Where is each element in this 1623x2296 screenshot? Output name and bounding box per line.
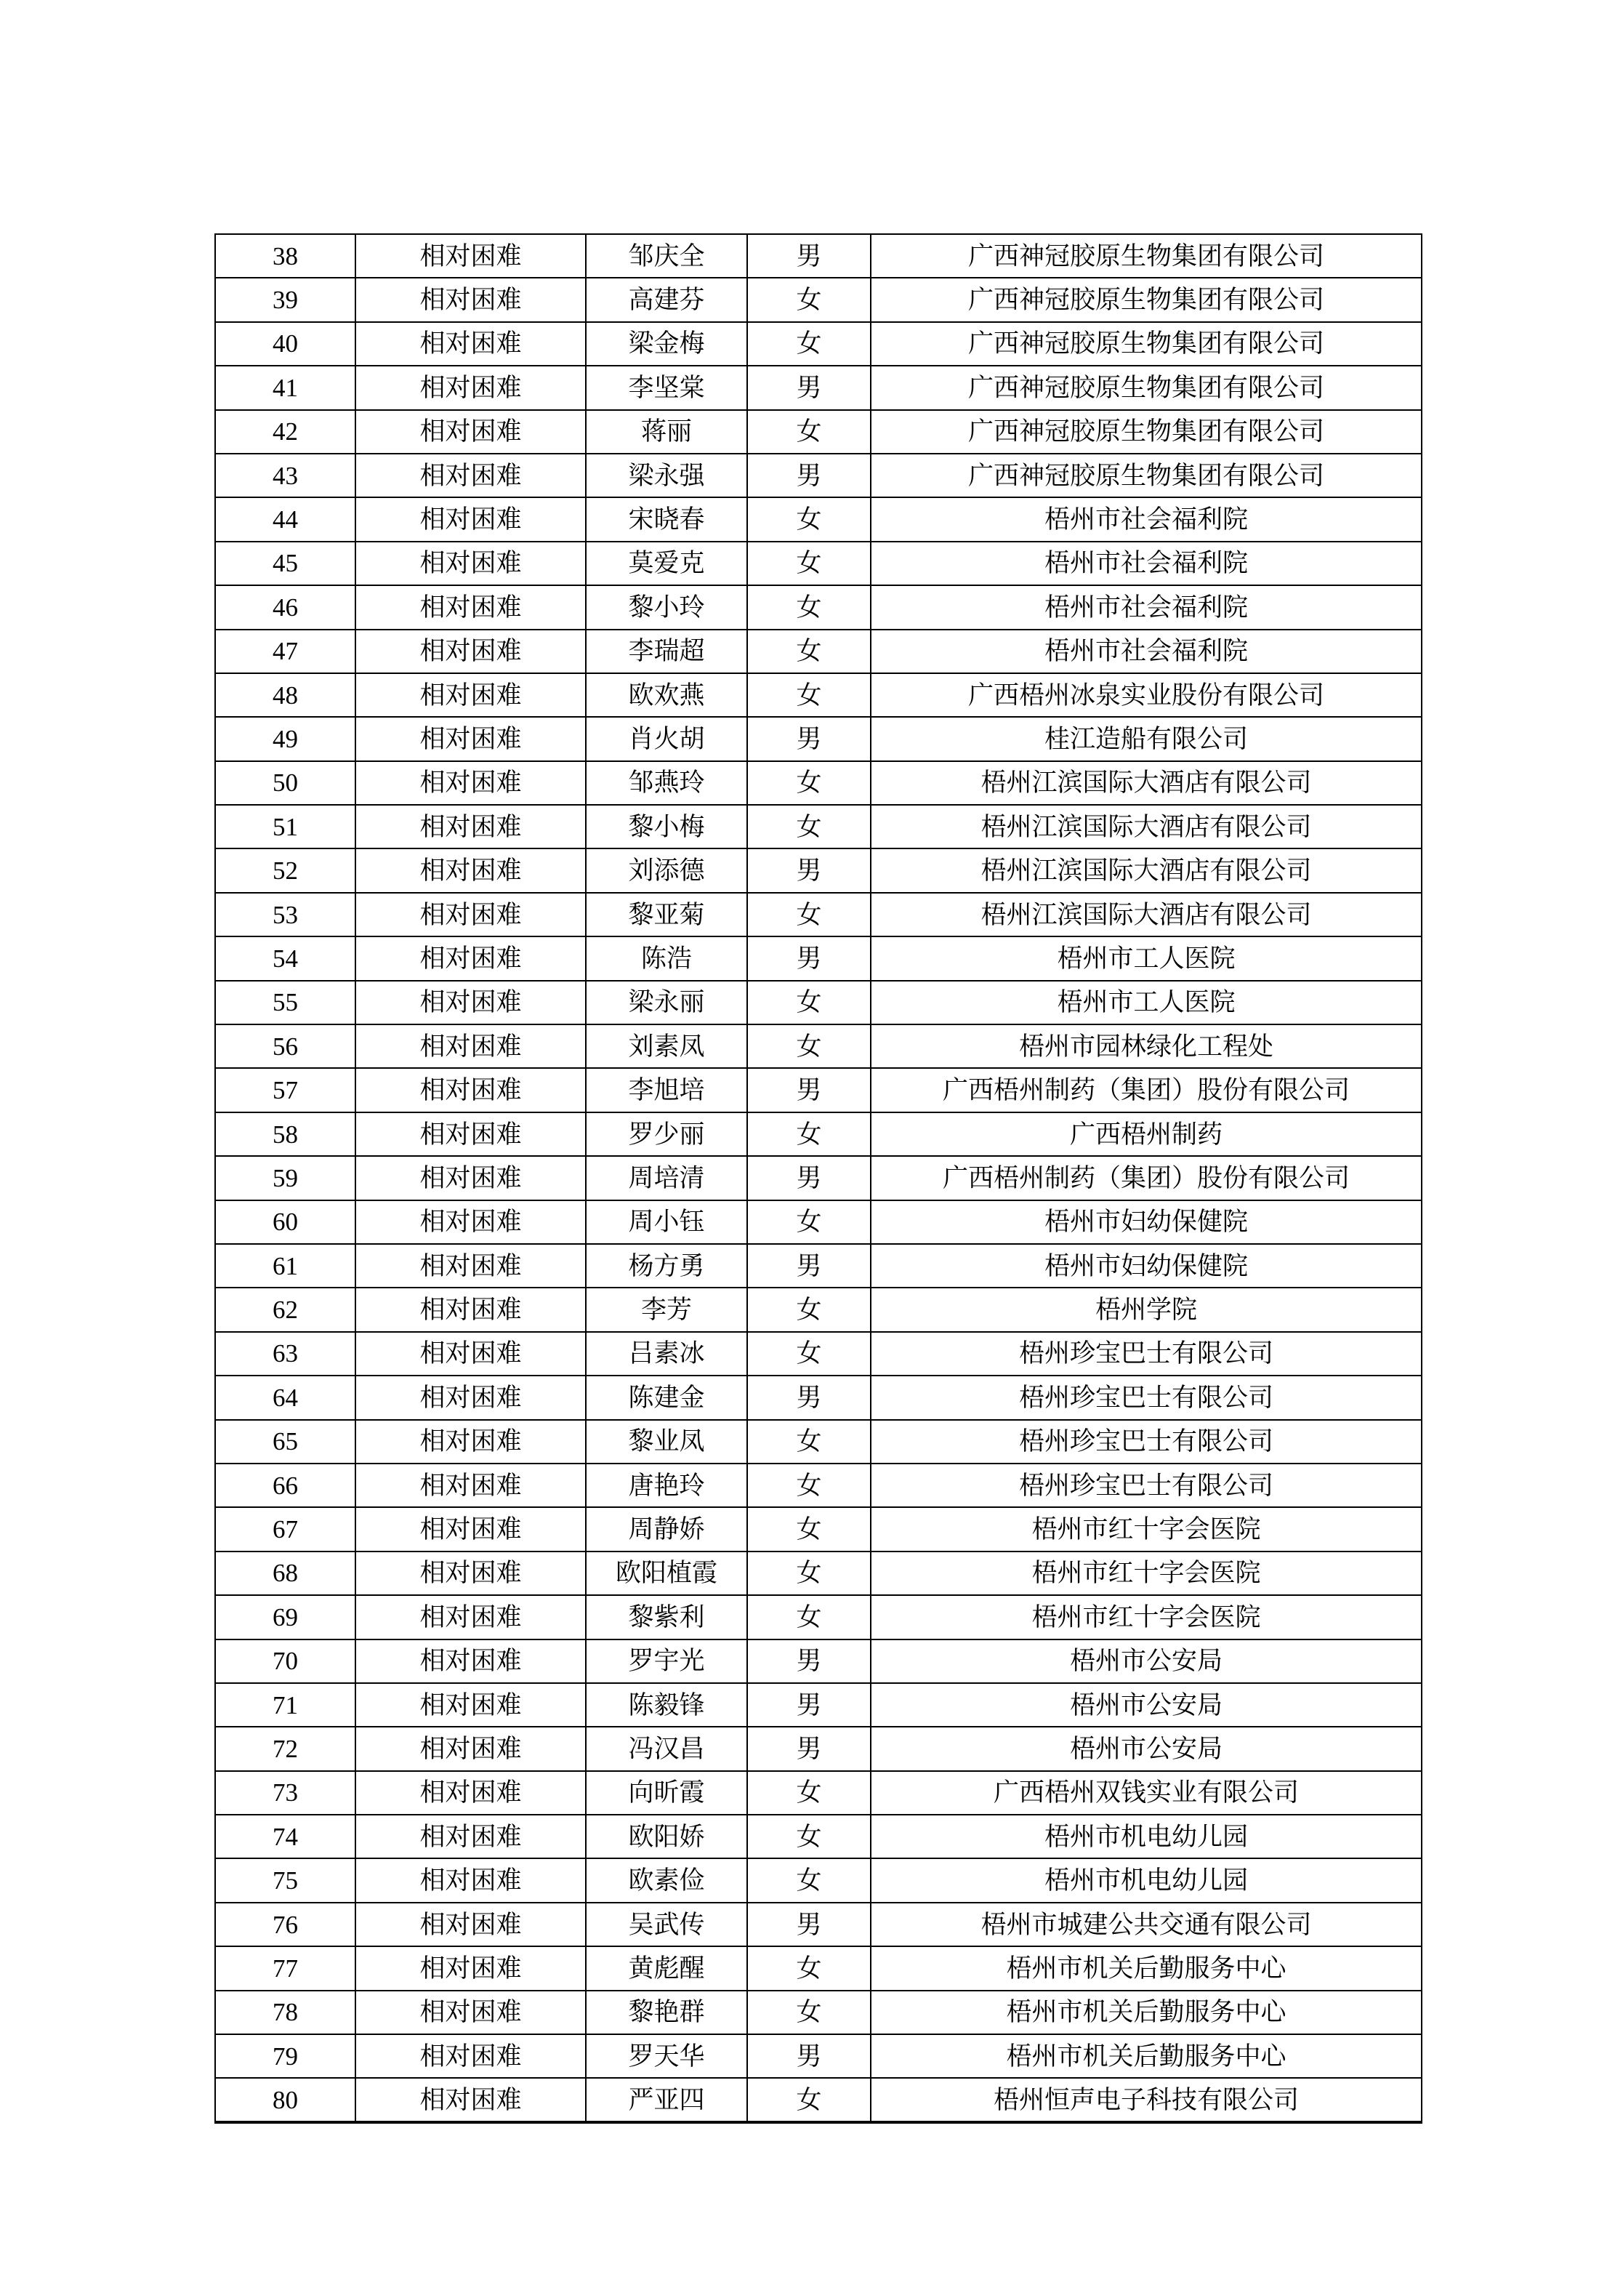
difficulty-level-cell: 相对困难 — [355, 1112, 586, 1156]
gender-cell: 女 — [747, 278, 871, 321]
gender-cell: 男 — [747, 1068, 871, 1112]
row-number-cell: 38 — [215, 234, 355, 278]
row-number-cell: 62 — [215, 1288, 355, 1331]
organization-cell: 梧州珍宝巴士有限公司 — [871, 1420, 1422, 1464]
row-number-cell: 42 — [215, 410, 355, 454]
difficulty-level-cell: 相对困难 — [355, 1068, 586, 1112]
gender-cell: 女 — [747, 1420, 871, 1464]
organization-cell: 广西神冠胶原生物集团有限公司 — [871, 366, 1422, 409]
table-row — [215, 1024, 1422, 1068]
table-row — [215, 936, 1422, 980]
gender-cell: 男 — [747, 1683, 871, 1727]
difficulty-level-cell: 相对困难 — [355, 1903, 586, 1946]
name-cell: 蒋丽 — [586, 410, 747, 454]
organization-cell: 梧州市红十字会医院 — [871, 1552, 1422, 1595]
name-cell: 向昕霞 — [586, 1771, 747, 1815]
table-row — [215, 2078, 1422, 2122]
difficulty-level-cell: 相对困难 — [355, 542, 586, 585]
table-row — [215, 234, 1422, 278]
name-cell: 周静娇 — [586, 1507, 747, 1551]
table-row — [215, 1639, 1422, 1683]
organization-cell: 梧州市妇幼保健院 — [871, 1200, 1422, 1244]
table-row — [215, 1858, 1422, 1902]
organization-cell: 梧州市妇幼保健院 — [871, 1244, 1422, 1288]
organization-cell: 梧州市公安局 — [871, 1727, 1422, 1770]
organization-cell: 桂江造船有限公司 — [871, 717, 1422, 760]
difficulty-level-cell: 相对困难 — [355, 1024, 586, 1068]
table-row — [215, 410, 1422, 454]
name-cell: 黎紫利 — [586, 1595, 747, 1639]
gender-cell: 男 — [747, 234, 871, 278]
name-cell: 欧素俭 — [586, 1858, 747, 1902]
gender-cell: 女 — [747, 1552, 871, 1595]
gender-cell: 女 — [747, 1507, 871, 1551]
organization-cell: 梧州市公安局 — [871, 1639, 1422, 1683]
row-number-cell: 49 — [215, 717, 355, 760]
table-row — [215, 1420, 1422, 1464]
name-cell: 严亚四 — [586, 2078, 747, 2122]
table-row — [215, 454, 1422, 497]
row-number-cell: 52 — [215, 848, 355, 892]
gender-cell: 女 — [747, 981, 871, 1024]
organization-cell: 梧州市工人医院 — [871, 936, 1422, 980]
difficulty-level-cell: 相对困难 — [355, 893, 586, 936]
name-cell: 罗少丽 — [586, 1112, 747, 1156]
row-number-cell: 78 — [215, 1991, 355, 2034]
difficulty-level-cell: 相对困难 — [355, 410, 586, 454]
table-row — [215, 1200, 1422, 1244]
row-number-cell: 67 — [215, 1507, 355, 1551]
difficulty-level-cell: 相对困难 — [355, 322, 586, 366]
table-row — [215, 1595, 1422, 1639]
difficulty-level-cell: 相对困难 — [355, 630, 586, 673]
gender-cell: 女 — [747, 673, 871, 717]
row-number-cell: 63 — [215, 1332, 355, 1376]
table-row — [215, 1464, 1422, 1507]
difficulty-level-cell: 相对困难 — [355, 1946, 586, 1990]
organization-cell: 梧州恒声电子科技有限公司 — [871, 2078, 1422, 2122]
table-row — [215, 2034, 1422, 2078]
row-number-cell: 65 — [215, 1420, 355, 1464]
gender-cell: 女 — [747, 805, 871, 848]
name-cell: 梁永强 — [586, 454, 747, 497]
gender-cell: 男 — [747, 2034, 871, 2078]
row-number-cell: 58 — [215, 1112, 355, 1156]
difficulty-level-cell: 相对困难 — [355, 1595, 586, 1639]
gender-cell: 男 — [747, 1376, 871, 1419]
table-row — [215, 673, 1422, 717]
organization-cell: 梧州市社会福利院 — [871, 585, 1422, 629]
table-row — [215, 805, 1422, 848]
row-number-cell: 43 — [215, 454, 355, 497]
table-row — [215, 366, 1422, 409]
organization-cell: 梧州市机关后勤服务中心 — [871, 1946, 1422, 1990]
row-number-cell: 46 — [215, 585, 355, 629]
name-cell: 吴武传 — [586, 1903, 747, 1946]
name-cell: 刘添德 — [586, 848, 747, 892]
row-number-cell: 66 — [215, 1464, 355, 1507]
organization-cell: 广西梧州制药 — [871, 1112, 1422, 1156]
difficulty-level-cell: 相对困难 — [355, 497, 586, 541]
organization-cell: 梧州市城建公共交通有限公司 — [871, 1903, 1422, 1946]
organization-cell: 梧州市红十字会医院 — [871, 1507, 1422, 1551]
row-number-cell: 61 — [215, 1244, 355, 1288]
gender-cell: 男 — [747, 936, 871, 980]
row-number-cell: 75 — [215, 1858, 355, 1902]
difficulty-level-cell: 相对困难 — [355, 1771, 586, 1815]
table-row — [215, 278, 1422, 321]
table-row — [215, 542, 1422, 585]
row-number-cell: 59 — [215, 1156, 355, 1200]
row-number-cell: 54 — [215, 936, 355, 980]
organization-cell: 梧州江滨国际大酒店有限公司 — [871, 893, 1422, 936]
row-number-cell: 41 — [215, 366, 355, 409]
row-number-cell: 51 — [215, 805, 355, 848]
organization-cell: 广西神冠胶原生物集团有限公司 — [871, 278, 1422, 321]
difficulty-level-cell: 相对困难 — [355, 585, 586, 629]
name-cell: 罗天华 — [586, 2034, 747, 2078]
gender-cell: 男 — [747, 1727, 871, 1770]
name-cell: 高建芬 — [586, 278, 747, 321]
difficulty-level-cell: 相对困难 — [355, 981, 586, 1024]
row-number-cell: 53 — [215, 893, 355, 936]
table-row — [215, 761, 1422, 805]
difficulty-level-cell: 相对困难 — [355, 1639, 586, 1683]
gender-cell: 女 — [747, 1332, 871, 1376]
row-number-cell: 70 — [215, 1639, 355, 1683]
name-cell: 黎亚菊 — [586, 893, 747, 936]
organization-cell: 梧州江滨国际大酒店有限公司 — [871, 848, 1422, 892]
table-row — [215, 1946, 1422, 1990]
table-row — [215, 585, 1422, 629]
name-cell: 肖火胡 — [586, 717, 747, 760]
name-cell: 莫爱克 — [586, 542, 747, 585]
difficulty-level-cell: 相对困难 — [355, 1420, 586, 1464]
table-row — [215, 1332, 1422, 1376]
gender-cell: 女 — [747, 410, 871, 454]
difficulty-level-cell: 相对困难 — [355, 717, 586, 760]
organization-cell: 梧州市机电幼儿园 — [871, 1858, 1422, 1902]
name-cell: 梁金梅 — [586, 322, 747, 366]
gender-cell: 女 — [747, 1858, 871, 1902]
table-row — [215, 893, 1422, 936]
difficulty-level-cell: 相对困难 — [355, 1683, 586, 1727]
organization-cell: 梧州学院 — [871, 1288, 1422, 1331]
name-cell: 罗宇光 — [586, 1639, 747, 1683]
table-row — [215, 497, 1422, 541]
name-cell: 李旭培 — [586, 1068, 747, 1112]
name-cell: 黎小梅 — [586, 805, 747, 848]
name-cell: 冯汉昌 — [586, 1727, 747, 1770]
table-row — [215, 981, 1422, 1024]
organization-cell: 广西梧州制药（集团）股份有限公司 — [871, 1068, 1422, 1112]
difficulty-level-cell: 相对困难 — [355, 454, 586, 497]
name-cell: 吕素冰 — [586, 1332, 747, 1376]
table-row — [215, 1112, 1422, 1156]
organization-cell: 广西神冠胶原生物集团有限公司 — [871, 322, 1422, 366]
gender-cell: 男 — [747, 717, 871, 760]
name-cell: 欧欢燕 — [586, 673, 747, 717]
gender-cell: 女 — [747, 1771, 871, 1815]
name-cell: 黎小玲 — [586, 585, 747, 629]
name-cell: 宋晓春 — [586, 497, 747, 541]
difficulty-level-cell: 相对困难 — [355, 1727, 586, 1770]
gender-cell: 女 — [747, 1464, 871, 1507]
organization-cell: 梧州市红十字会医院 — [871, 1595, 1422, 1639]
row-number-cell: 72 — [215, 1727, 355, 1770]
difficulty-level-cell: 相对困难 — [355, 278, 586, 321]
gender-cell: 女 — [747, 585, 871, 629]
difficulty-level-cell: 相对困难 — [355, 673, 586, 717]
name-cell: 刘素凤 — [586, 1024, 747, 1068]
table-row — [215, 1068, 1422, 1112]
organization-cell: 梧州市社会福利院 — [871, 542, 1422, 585]
gender-cell: 女 — [747, 322, 871, 366]
row-number-cell: 55 — [215, 981, 355, 1024]
difficulty-level-cell: 相对困难 — [355, 1552, 586, 1595]
name-cell: 陈毅锋 — [586, 1683, 747, 1727]
name-cell: 杨方勇 — [586, 1244, 747, 1288]
organization-cell: 广西梧州冰泉实业股份有限公司 — [871, 673, 1422, 717]
gender-cell: 男 — [747, 366, 871, 409]
row-number-cell: 48 — [215, 673, 355, 717]
name-cell: 黎艳群 — [586, 1991, 747, 2034]
table-row — [215, 1815, 1422, 1858]
row-number-cell: 76 — [215, 1903, 355, 1946]
row-number-cell: 69 — [215, 1595, 355, 1639]
row-number-cell: 71 — [215, 1683, 355, 1727]
table-row — [215, 1156, 1422, 1200]
organization-cell: 梧州珍宝巴士有限公司 — [871, 1376, 1422, 1419]
row-number-cell: 74 — [215, 1815, 355, 1858]
name-cell: 李芳 — [586, 1288, 747, 1331]
gender-cell: 女 — [747, 2078, 871, 2122]
table-row — [215, 1991, 1422, 2034]
row-number-cell: 44 — [215, 497, 355, 541]
row-number-cell: 80 — [215, 2078, 355, 2122]
row-number-cell: 45 — [215, 542, 355, 585]
table-row — [215, 717, 1422, 760]
name-cell: 黄彪醒 — [586, 1946, 747, 1990]
table-row — [215, 322, 1422, 366]
name-cell: 李瑞超 — [586, 630, 747, 673]
table-row — [215, 1552, 1422, 1595]
organization-cell: 梧州江滨国际大酒店有限公司 — [871, 805, 1422, 848]
name-cell: 梁永丽 — [586, 981, 747, 1024]
organization-cell: 梧州市社会福利院 — [871, 497, 1422, 541]
gender-cell: 女 — [747, 893, 871, 936]
row-number-cell: 64 — [215, 1376, 355, 1419]
gender-cell: 女 — [747, 1595, 871, 1639]
table-row — [215, 1683, 1422, 1727]
difficulty-level-cell: 相对困难 — [355, 805, 586, 848]
gender-cell: 男 — [747, 454, 871, 497]
name-cell: 黎业凤 — [586, 1420, 747, 1464]
difficulty-level-cell: 相对困难 — [355, 1288, 586, 1331]
organization-cell: 梧州珍宝巴士有限公司 — [871, 1332, 1422, 1376]
name-cell: 陈建金 — [586, 1376, 747, 1419]
gender-cell: 女 — [747, 1991, 871, 2034]
table-row — [215, 1376, 1422, 1419]
row-number-cell: 57 — [215, 1068, 355, 1112]
name-cell: 陈浩 — [586, 936, 747, 980]
row-number-cell: 56 — [215, 1024, 355, 1068]
organization-cell: 梧州市机电幼儿园 — [871, 1815, 1422, 1858]
organization-cell: 梧州江滨国际大酒店有限公司 — [871, 761, 1422, 805]
roster-table — [214, 233, 1422, 2124]
organization-cell: 梧州市公安局 — [871, 1683, 1422, 1727]
gender-cell: 女 — [747, 1815, 871, 1858]
table-row — [215, 848, 1422, 892]
gender-cell: 男 — [747, 1903, 871, 1946]
name-cell: 欧阳娇 — [586, 1815, 747, 1858]
difficulty-level-cell: 相对困难 — [355, 1200, 586, 1244]
row-number-cell: 79 — [215, 2034, 355, 2078]
difficulty-level-cell: 相对困难 — [355, 848, 586, 892]
gender-cell: 男 — [747, 1156, 871, 1200]
table-row — [215, 1771, 1422, 1815]
gender-cell: 女 — [747, 1024, 871, 1068]
difficulty-level-cell: 相对困难 — [355, 1464, 586, 1507]
organization-cell: 梧州市园林绿化工程处 — [871, 1024, 1422, 1068]
difficulty-level-cell: 相对困难 — [355, 366, 586, 409]
gender-cell: 女 — [747, 1288, 871, 1331]
difficulty-level-cell: 相对困难 — [355, 1991, 586, 2034]
organization-cell: 梧州珍宝巴士有限公司 — [871, 1464, 1422, 1507]
difficulty-level-cell: 相对困难 — [355, 2078, 586, 2122]
gender-cell: 女 — [747, 630, 871, 673]
row-number-cell: 68 — [215, 1552, 355, 1595]
difficulty-level-cell: 相对困难 — [355, 1507, 586, 1551]
row-number-cell: 73 — [215, 1771, 355, 1815]
table-row — [215, 630, 1422, 673]
difficulty-level-cell: 相对困难 — [355, 2034, 586, 2078]
organization-cell: 梧州市工人医院 — [871, 981, 1422, 1024]
table-row — [215, 1903, 1422, 1946]
organization-cell: 梧州市社会福利院 — [871, 630, 1422, 673]
organization-cell: 广西神冠胶原生物集团有限公司 — [871, 410, 1422, 454]
gender-cell: 女 — [747, 1112, 871, 1156]
table-row — [215, 1727, 1422, 1770]
name-cell: 周小钰 — [586, 1200, 747, 1244]
organization-cell: 广西梧州双钱实业有限公司 — [871, 1771, 1422, 1815]
gender-cell: 男 — [747, 1639, 871, 1683]
row-number-cell: 60 — [215, 1200, 355, 1244]
gender-cell: 男 — [747, 1244, 871, 1288]
table-row — [215, 1288, 1422, 1331]
gender-cell: 女 — [747, 761, 871, 805]
gender-cell: 男 — [747, 848, 871, 892]
row-number-cell: 39 — [215, 278, 355, 321]
table-row — [215, 1507, 1422, 1551]
table-row — [215, 1244, 1422, 1288]
difficulty-level-cell: 相对困难 — [355, 1244, 586, 1288]
gender-cell: 女 — [747, 1946, 871, 1990]
name-cell: 欧阳植霞 — [586, 1552, 747, 1595]
name-cell: 唐艳玲 — [586, 1464, 747, 1507]
organization-cell: 梧州市机关后勤服务中心 — [871, 1991, 1422, 2034]
difficulty-level-cell: 相对困难 — [355, 1858, 586, 1902]
gender-cell: 女 — [747, 542, 871, 585]
difficulty-level-cell: 相对困难 — [355, 234, 586, 278]
row-number-cell: 77 — [215, 1946, 355, 1990]
name-cell: 李坚棠 — [586, 366, 747, 409]
name-cell: 邹燕玲 — [586, 761, 747, 805]
organization-cell: 梧州市机关后勤服务中心 — [871, 2034, 1422, 2078]
name-cell: 邹庆全 — [586, 234, 747, 278]
row-number-cell: 40 — [215, 322, 355, 366]
gender-cell: 女 — [747, 1200, 871, 1244]
row-number-cell: 47 — [215, 630, 355, 673]
difficulty-level-cell: 相对困难 — [355, 936, 586, 980]
name-cell: 周培清 — [586, 1156, 747, 1200]
organization-cell: 广西神冠胶原生物集团有限公司 — [871, 454, 1422, 497]
row-number-cell: 50 — [215, 761, 355, 805]
gender-cell: 女 — [747, 497, 871, 541]
difficulty-level-cell: 相对困难 — [355, 1156, 586, 1200]
organization-cell: 广西梧州制药（集团）股份有限公司 — [871, 1156, 1422, 1200]
difficulty-level-cell: 相对困难 — [355, 761, 586, 805]
difficulty-level-cell: 相对困难 — [355, 1815, 586, 1858]
table-body — [215, 234, 1422, 2122]
organization-cell: 广西神冠胶原生物集团有限公司 — [871, 234, 1422, 278]
difficulty-level-cell: 相对困难 — [355, 1376, 586, 1419]
difficulty-level-cell: 相对困难 — [355, 1332, 586, 1376]
